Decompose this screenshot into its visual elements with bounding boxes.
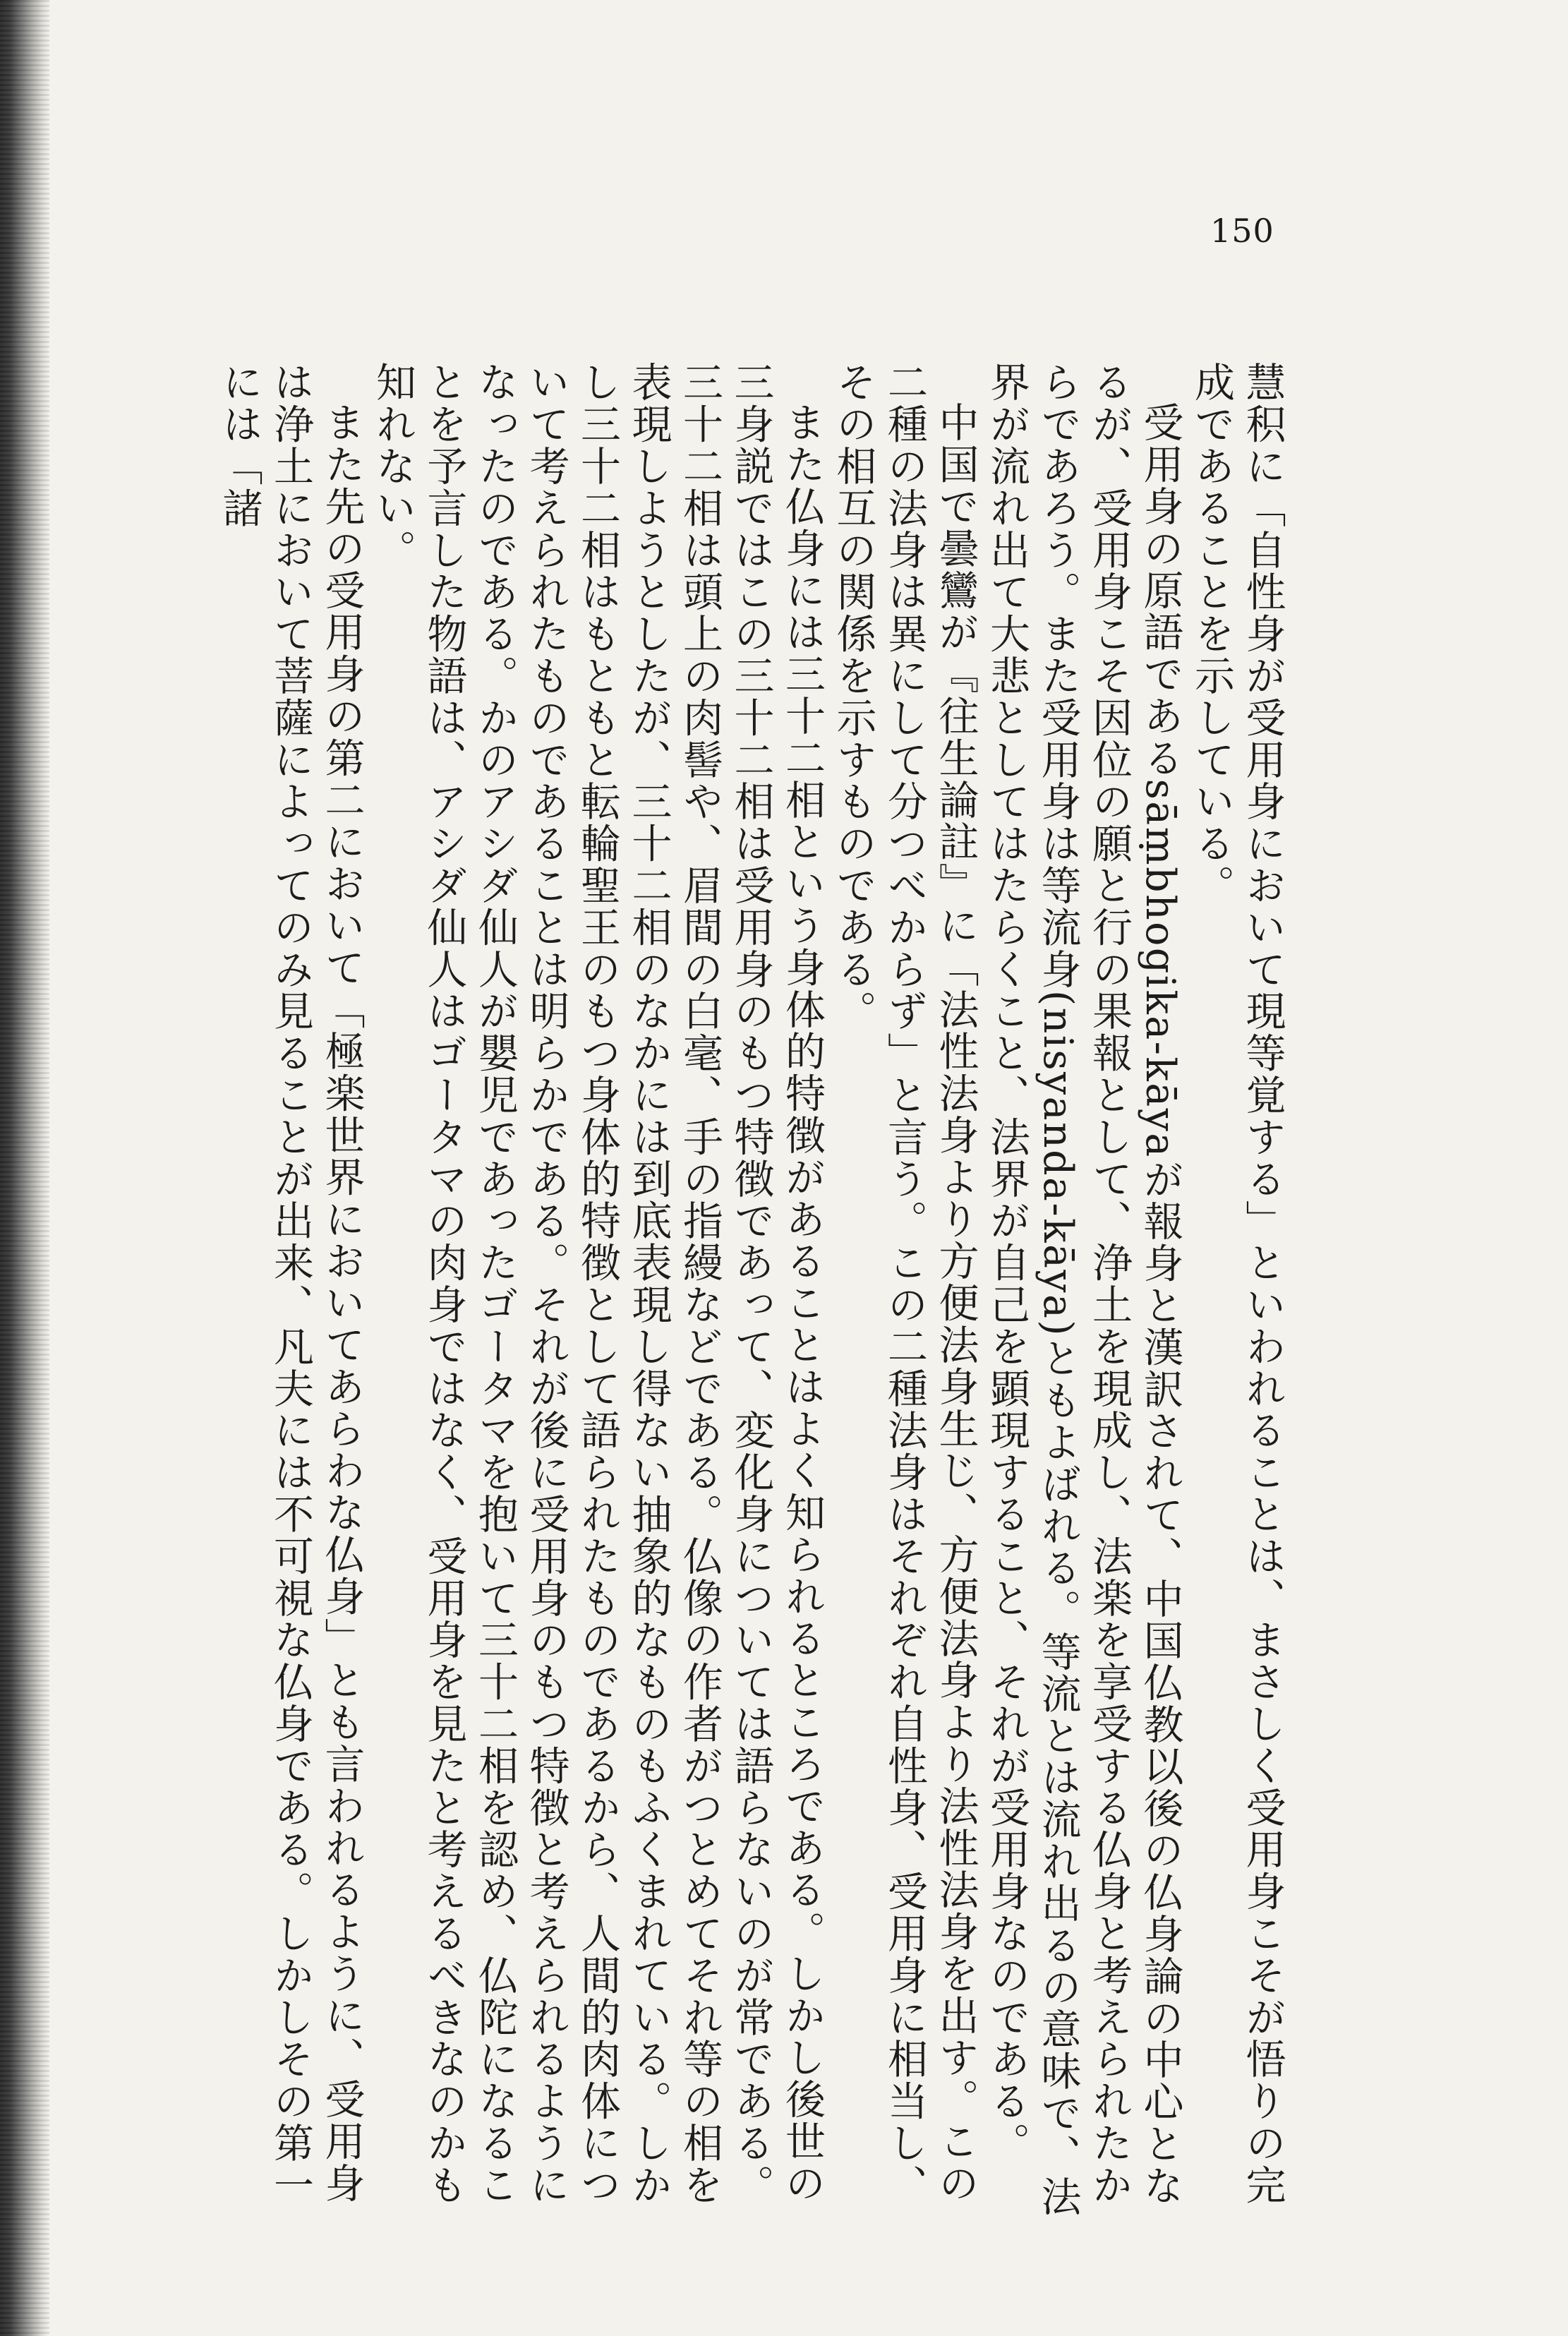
page-binding-texture [0, 0, 49, 2336]
paragraph-1: 慧积に「自性身が受用身において現等覚する」といわれることは、まさしく受用身こそが悟りの完成であることを示している。 [1188, 361, 1286, 2206]
body-text [60, 361, 1288, 2224]
paragraph-5: また先の受用身の第二において「極楽世界においてあらわな仏身」とも言われるように、受用身は浄土において菩薩によってのみ見ることが出来、凡夫には不可視な仏身である。しかしその第一には「諸 [216, 361, 365, 2206]
paragraph-4: また仏身には三十二相という身体的特徴があることはよく知られるところである。しかし後世の三身説ではこの三十二相は受用身のもつ特徴であって、変化身については語らないのが常である。三十二相は頭上の肉髻や、眉間の白毫、手の指縵などである。仏像の作者がつとめてそれ等の相を表現しようとしたが、三十二相のなかには到底表現し得ない抽象的なものもふくまれている。しかし三十二相はもともと転輪聖王のもつ身体的特徴として語られたものであるから、人間的肉体について考えられたものであることは明らかである。それが後に受用身のもつ特徴と考えられるようになったのである。かのアシダ仙人が嬰児であったゴータマを抱いて三十二相を認め、仏陀になることを予言した物語は、アシダ仙人はゴータマの肉身ではなく、受用身を見たと考えるべきなのかも知れない。 [369, 361, 826, 2206]
paragraph-3: 中国で曇鸞が『往生論註』に「法性法身より方便法身生じ、方便法身より法性法身を出す。この二種の法身は異にして分つべからず」と言う。この二種法身はそれぞれ自性身、受用身に相当し、その相互の関係を示すものである。 [830, 361, 979, 2206]
paragraph-2: 受用身の原語であるsāṃbhogika-kāyaが報身と漢訳されて、中国仏教以後の仏身論の中心となるが、受用身こそ因位の願と行の果報として、浄土を現成し、法楽を享受する仏身と考えられたからであろう。また受用身は等流身(nisyanda-kāya)ともよばれる。等流とは流れ出るの意味で、法界が流れ出て大悲としてはたらくこと、法界が自己を顕現すること、それが受用身なのである。 [983, 361, 1183, 2218]
page-number: 150 [1210, 212, 1274, 250]
